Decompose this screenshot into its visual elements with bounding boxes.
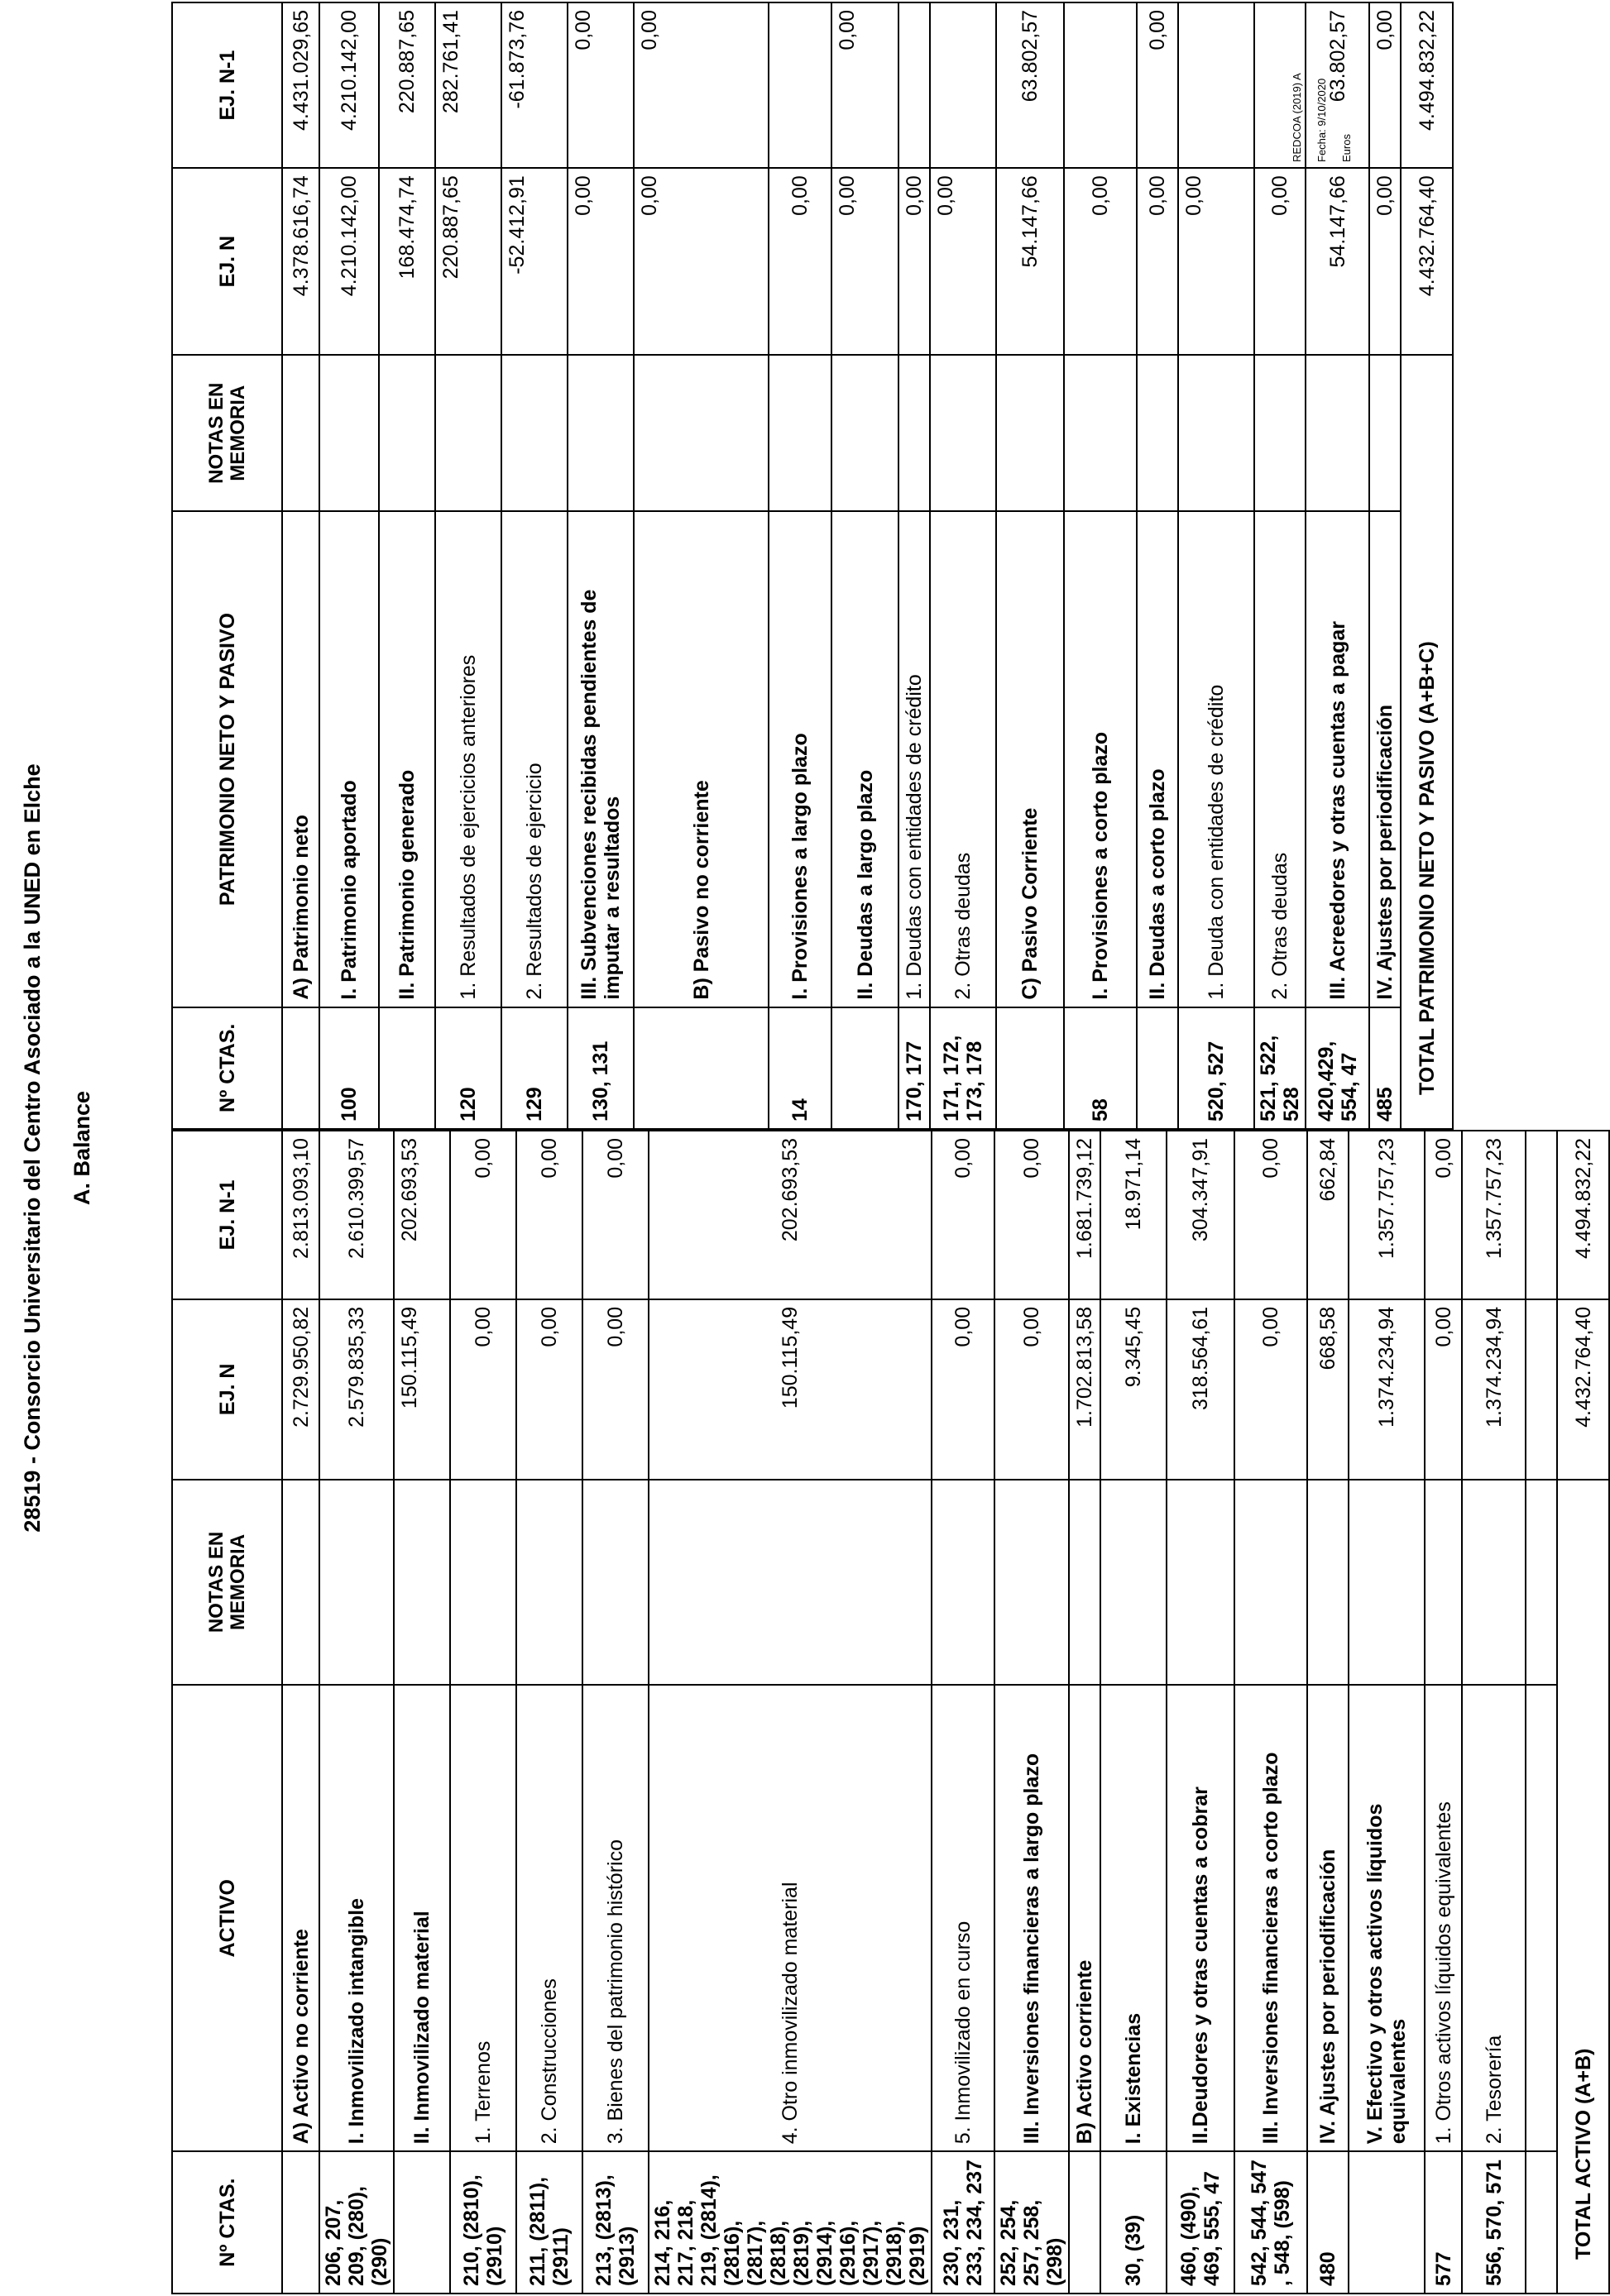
cta-cell bbox=[1349, 2151, 1425, 2294]
notes-cell bbox=[319, 355, 379, 511]
cta-cell bbox=[1137, 1007, 1178, 1129]
page-subtitle: A. Balance bbox=[69, 1090, 94, 1206]
value-n-cell: 0,00 bbox=[634, 168, 769, 355]
concept-cell: 2. Otras deudas bbox=[1254, 511, 1306, 1007]
cta-cell: 213, (2813), (2913) bbox=[582, 2151, 649, 2294]
notes-cell bbox=[1100, 1480, 1167, 1686]
cta-cell: 480 bbox=[1307, 2151, 1349, 2294]
table-row bbox=[1254, 2, 1306, 1129]
notes-cell bbox=[450, 1480, 516, 1686]
cta-cell: 520, 527 bbox=[1178, 1007, 1254, 1129]
concept-cell: II. Patrimonio generado bbox=[379, 511, 435, 1007]
report-units: Euros bbox=[1340, 134, 1353, 162]
page-title: 28519 - Consorcio Universitario del Centro Asociado a la UNED en Elche bbox=[20, 763, 45, 1533]
value-n-cell bbox=[1526, 1299, 1557, 1480]
pasivo-header-n1: EJ. N-1 bbox=[172, 2, 282, 168]
value-n-cell: 0,00 bbox=[450, 1299, 516, 1480]
concept-cell: III. Subvenciones recibidas pendientes de imputar a resultados bbox=[568, 511, 634, 1007]
concept-cell: 1. Deuda con entidades de crédito bbox=[1178, 511, 1254, 1007]
notes-cell bbox=[996, 355, 1064, 511]
concept-cell: IV. Ajustes por periodificación bbox=[1307, 1685, 1349, 2151]
table-row bbox=[1349, 1131, 1425, 2294]
concept-cell: I. Provisiones a largo plazo bbox=[769, 511, 831, 1007]
notes-cell bbox=[501, 355, 568, 511]
cta-cell: 521, 522, 528 bbox=[1254, 1007, 1306, 1129]
table-row bbox=[1369, 2, 1401, 1129]
cta-cell bbox=[996, 1007, 1064, 1129]
value-n-cell: 0,00 bbox=[568, 168, 634, 355]
notes-cell bbox=[994, 1480, 1069, 1686]
value-n-cell: 168.474,74 bbox=[379, 168, 435, 355]
pasivo-header-ctas: Nº CTAS. bbox=[172, 1007, 282, 1129]
cta-cell: 460, (490), 469, 555, 47 bbox=[1167, 2151, 1234, 2294]
table-row bbox=[379, 2, 435, 1129]
value-n1-cell: 0,00 bbox=[634, 2, 769, 168]
notes-cell bbox=[582, 1480, 649, 1686]
value-n-cell: 0,00 bbox=[930, 168, 996, 355]
pasivo-header-notes: NOTAS EN MEMORIA bbox=[172, 355, 282, 511]
value-n1-cell: 1.681.739,12 bbox=[1069, 1131, 1100, 1299]
value-n1-cell bbox=[1526, 1131, 1557, 1299]
table-row bbox=[1137, 2, 1178, 1129]
value-n1-cell: 202.693,53 bbox=[649, 1131, 932, 1299]
value-n1-cell bbox=[898, 2, 930, 168]
cta-cell: 120 bbox=[435, 1007, 501, 1129]
cta-cell bbox=[831, 1007, 898, 1129]
table-row bbox=[516, 1131, 582, 2294]
concept-cell: 2. Otras deudas bbox=[930, 511, 996, 1007]
value-n1-cell: 63.802,57 bbox=[996, 2, 1064, 168]
pasivo-header-concept: PATRIMONIO NETO Y PASIVO bbox=[172, 511, 282, 1007]
activo-header-n1: EJ. N-1 bbox=[172, 1131, 282, 1299]
table-row bbox=[1069, 1131, 1100, 2294]
value-n-cell: 4.378.616,74 bbox=[282, 168, 319, 355]
value-n1-cell: 0,00 bbox=[831, 2, 898, 168]
value-n1-cell: 0,00 bbox=[994, 1131, 1069, 1299]
concept-cell: 1. Otros activos líquidos equivalentes bbox=[1425, 1685, 1462, 2151]
table-row bbox=[319, 1131, 394, 2294]
concept-cell: II. Inmovilizado material bbox=[394, 1685, 450, 2151]
notes-cell bbox=[1167, 1480, 1234, 1686]
table-row bbox=[634, 2, 769, 1129]
value-n1-cell: 304.347,91 bbox=[1167, 1131, 1234, 1299]
cta-cell: 58 bbox=[1064, 1007, 1137, 1129]
value-n1-cell: 2.610.399,57 bbox=[319, 1131, 394, 1299]
value-n1-cell bbox=[1064, 2, 1137, 168]
notes-cell bbox=[831, 355, 898, 511]
cta-cell: 252, 254, 257, 258, (298) bbox=[994, 2151, 1069, 2294]
table-row bbox=[994, 1131, 1069, 2294]
table-row bbox=[898, 2, 930, 1129]
value-n-cell: 0,00 bbox=[1178, 168, 1254, 355]
value-n1-cell bbox=[769, 2, 831, 168]
activo-total-n: 4.432.764,40 bbox=[1557, 1299, 1609, 1480]
cta-cell: 30, (39) bbox=[1100, 2151, 1167, 2294]
notes-cell bbox=[516, 1480, 582, 1686]
cta-cell: 129 bbox=[501, 1007, 568, 1129]
concept-cell: A) Patrimonio neto bbox=[282, 511, 319, 1007]
table-row bbox=[450, 1131, 516, 2294]
pasivo-total-n: 4.432.764,40 bbox=[1401, 168, 1453, 355]
table-row bbox=[831, 2, 898, 1129]
report-code: REDCOA (2019) A bbox=[1291, 73, 1303, 162]
value-n-cell: 4.210.142,00 bbox=[319, 168, 379, 355]
cta-cell: 130, 131 bbox=[568, 1007, 634, 1129]
value-n-cell: 0,00 bbox=[582, 1299, 649, 1480]
concept-cell: B) Pasivo no corriente bbox=[634, 511, 769, 1007]
value-n1-cell: 202.693,53 bbox=[394, 1131, 450, 1299]
concept-cell: III. Inversiones financieras a corto plazo bbox=[1234, 1685, 1307, 2151]
cta-cell bbox=[634, 1007, 769, 1129]
table-row bbox=[1167, 1131, 1234, 2294]
value-n-cell: 54.147,66 bbox=[996, 168, 1064, 355]
cta-cell: 542, 544, 547 , 548, (598) bbox=[1234, 2151, 1307, 2294]
concept-cell: III. Inversiones financieras a largo plazo bbox=[994, 1685, 1069, 2151]
notes-cell bbox=[1254, 355, 1306, 511]
table-row bbox=[1100, 1131, 1167, 2294]
concept-cell: 3. Bienes del patrimonio histórico bbox=[582, 1685, 649, 2151]
concept-cell: II.Deudores y otras cuentas a cobrar bbox=[1167, 1685, 1234, 2151]
notes-cell bbox=[1306, 355, 1369, 511]
table-row bbox=[1425, 1131, 1462, 2294]
notes-cell bbox=[379, 355, 435, 511]
value-n1-cell: 282.761,41 bbox=[435, 2, 501, 168]
notes-cell bbox=[435, 355, 501, 511]
value-n-cell: 2.579.835,33 bbox=[319, 1299, 394, 1480]
value-n1-cell: 1.357.757,23 bbox=[1462, 1131, 1526, 1299]
activo-header-row bbox=[172, 1131, 282, 2294]
value-n-cell: 0,00 bbox=[1425, 1299, 1462, 1480]
concept-cell: 1. Resultados de ejercicios anteriores bbox=[435, 511, 501, 1007]
pasivo-table bbox=[171, 2, 1454, 1130]
concept-cell: III. Acreedores y otras cuentas a pagar bbox=[1306, 511, 1369, 1007]
notes-cell bbox=[649, 1480, 932, 1686]
notes-cell bbox=[1137, 355, 1178, 511]
table-row bbox=[1234, 1131, 1307, 2294]
notes-cell bbox=[568, 355, 634, 511]
cta-cell: 577 bbox=[1425, 2151, 1462, 2294]
cta-cell: 100 bbox=[319, 1007, 379, 1129]
notes-cell bbox=[1064, 355, 1137, 511]
activo-total-label: TOTAL ACTIVO (A+B) bbox=[1557, 1480, 1609, 2294]
table-row bbox=[649, 1131, 932, 2294]
activo-header-ctas: Nº CTAS. bbox=[172, 2151, 282, 2294]
activo-header-notes: NOTAS EN MEMORIA bbox=[172, 1480, 282, 1686]
value-n1-cell: 662,84 bbox=[1307, 1131, 1349, 1299]
value-n-cell: 0,00 bbox=[1254, 168, 1306, 355]
concept-cell: 5. Inmovilizado en curso bbox=[932, 1685, 994, 2151]
value-n-cell: 150.115,49 bbox=[649, 1299, 932, 1480]
table-row bbox=[1064, 2, 1137, 1129]
value-n1-cell: 0,00 bbox=[932, 1131, 994, 1299]
table-row bbox=[1306, 2, 1369, 1129]
cta-cell bbox=[394, 2151, 450, 2294]
cta-cell: 170, 177 bbox=[898, 1007, 930, 1129]
value-n-cell: 54.147,66 bbox=[1306, 168, 1369, 355]
value-n1-cell: 4.210.142,00 bbox=[319, 2, 379, 168]
cta-cell bbox=[282, 1007, 319, 1129]
pasivo-total-row bbox=[1401, 2, 1453, 1129]
value-n-cell: 0,00 bbox=[1369, 168, 1401, 355]
value-n-cell: 0,00 bbox=[769, 168, 831, 355]
cta-cell: 171, 172, 173, 178 bbox=[930, 1007, 996, 1129]
value-n1-cell bbox=[1254, 2, 1306, 168]
table-row bbox=[582, 1131, 649, 2294]
concept-cell: I. Patrimonio aportado bbox=[319, 511, 379, 1007]
cta-cell: 420,429, 554, 47 bbox=[1306, 1007, 1369, 1129]
value-n1-cell: 0,00 bbox=[1369, 2, 1401, 168]
value-n1-cell: 1.357.757,23 bbox=[1349, 1131, 1425, 1299]
value-n-cell: 1.374.234,94 bbox=[1349, 1299, 1425, 1480]
concept-cell: 2. Construcciones bbox=[516, 1685, 582, 2151]
value-n-cell: 0,00 bbox=[932, 1299, 994, 1480]
value-n-cell: 0,00 bbox=[516, 1299, 582, 1480]
notes-cell bbox=[1349, 1480, 1425, 1686]
notes-cell bbox=[282, 1480, 319, 1686]
notes-cell bbox=[1425, 1480, 1462, 1686]
value-n1-cell: 63.802,57 bbox=[1306, 2, 1369, 168]
notes-cell bbox=[1369, 355, 1401, 511]
cta-cell: 556, 570, 571 bbox=[1462, 2151, 1526, 2294]
notes-cell bbox=[1462, 1480, 1526, 1686]
value-n1-cell: 220.887,65 bbox=[379, 2, 435, 168]
activo-total-n1: 4.494.832,22 bbox=[1557, 1131, 1609, 1299]
value-n1-cell: -61.873,76 bbox=[501, 2, 568, 168]
table-row bbox=[769, 2, 831, 1129]
pasivo-header-n: EJ. N bbox=[172, 168, 282, 355]
value-n1-cell: 0,00 bbox=[568, 2, 634, 168]
cta-cell: 214, 216, 217, 218, 219, (2814), (2816), (2817), (2818), (2819), (2914), (2916), (2917), (2918), (2919) bbox=[649, 2151, 932, 2294]
value-n-cell: 220.887,65 bbox=[435, 168, 501, 355]
table-row bbox=[319, 2, 379, 1129]
table-row bbox=[282, 1131, 319, 2294]
notes-cell bbox=[1178, 355, 1254, 511]
concept-cell: I. Existencias bbox=[1100, 1685, 1167, 2151]
concept-cell: 1. Terrenos bbox=[450, 1685, 516, 2151]
notes-cell bbox=[898, 355, 930, 511]
cta-cell bbox=[1526, 2151, 1557, 2294]
concept-cell: II. Deudas a corto plazo bbox=[1137, 511, 1178, 1007]
notes-cell bbox=[282, 355, 319, 511]
cta-cell bbox=[379, 1007, 435, 1129]
table-row bbox=[932, 1131, 994, 2294]
table-row bbox=[501, 2, 568, 1129]
report-date: Fecha: 9/10/2020 bbox=[1315, 78, 1328, 162]
value-n1-cell bbox=[930, 2, 996, 168]
notes-cell bbox=[930, 355, 996, 511]
activo-total-row bbox=[1557, 1131, 1609, 2294]
activo-table bbox=[171, 1130, 1610, 2294]
value-n-cell: 0,00 bbox=[1064, 168, 1137, 355]
cta-cell: 206, 207, 209, (280), (290) bbox=[319, 2151, 394, 2294]
concept-cell: I. Inmovilizado intangible bbox=[319, 1685, 394, 2151]
table-row bbox=[1307, 1131, 1349, 2294]
value-n1-cell: 0,00 bbox=[1425, 1131, 1462, 1299]
table-row bbox=[996, 2, 1064, 1129]
table-row bbox=[435, 2, 501, 1129]
cta-cell: 485 bbox=[1369, 1007, 1401, 1129]
notes-cell bbox=[394, 1480, 450, 1686]
cta-cell bbox=[1069, 2151, 1100, 2294]
value-n1-cell: 0,00 bbox=[582, 1131, 649, 1299]
notes-cell bbox=[1069, 1480, 1100, 1686]
notes-cell bbox=[932, 1480, 994, 1686]
notes-cell bbox=[769, 355, 831, 511]
value-n-cell: 0,00 bbox=[994, 1299, 1069, 1480]
table-row bbox=[282, 2, 319, 1129]
notes-cell bbox=[1234, 1480, 1307, 1686]
concept-cell: 4. Otro inmovilizado material bbox=[649, 1685, 932, 2151]
notes-cell bbox=[1307, 1480, 1349, 1686]
cta-cell: 14 bbox=[769, 1007, 831, 1129]
notes-cell bbox=[634, 355, 769, 511]
value-n1-cell: 4.431.029,65 bbox=[282, 2, 319, 168]
table-row-spacer bbox=[1526, 1131, 1557, 2294]
value-n-cell: 9.345,45 bbox=[1100, 1299, 1167, 1480]
pasivo-total-label: TOTAL PATRIMONIO NETO Y PASIVO (A+B+C) bbox=[1401, 355, 1453, 1129]
table-row bbox=[1462, 1131, 1526, 2294]
value-n1-cell: 0,00 bbox=[1234, 1131, 1307, 1299]
value-n1-cell: 0,00 bbox=[450, 1131, 516, 1299]
value-n-cell: 0,00 bbox=[898, 168, 930, 355]
value-n1-cell: 18.971,14 bbox=[1100, 1131, 1167, 1299]
concept-cell: IV. Ajustes por periodificación bbox=[1369, 511, 1401, 1007]
value-n-cell: -52.412,91 bbox=[501, 168, 568, 355]
cta-cell: 210, (2810), (2910) bbox=[450, 2151, 516, 2294]
concept-cell: 2. Resultados de ejercicio bbox=[501, 511, 568, 1007]
concept-cell: V. Efectivo y otros activos líquidos equivalentes bbox=[1349, 1685, 1425, 2151]
value-n1-cell: 0,00 bbox=[1137, 2, 1178, 168]
value-n-cell: 318.564,61 bbox=[1167, 1299, 1234, 1480]
cta-cell bbox=[282, 2151, 319, 2294]
activo-header-n: EJ. N bbox=[172, 1299, 282, 1480]
value-n1-cell: 2.813.093,10 bbox=[282, 1131, 319, 1299]
value-n-cell: 0,00 bbox=[1234, 1299, 1307, 1480]
cta-cell: 211, (2811), (2911) bbox=[516, 2151, 582, 2294]
value-n-cell: 1.702.813,58 bbox=[1069, 1299, 1100, 1480]
value-n-cell: 150.115,49 bbox=[394, 1299, 450, 1480]
concept-cell: C) Pasivo Corriente bbox=[996, 511, 1064, 1007]
table-row bbox=[394, 1131, 450, 2294]
notes-cell bbox=[319, 1480, 394, 1686]
value-n-cell: 668,58 bbox=[1307, 1299, 1349, 1480]
table-row bbox=[1178, 2, 1254, 1129]
value-n-cell: 2.729.950,82 bbox=[282, 1299, 319, 1480]
concept-cell: 2. Tesorería bbox=[1462, 1685, 1526, 2151]
concept-cell: I. Provisiones a corto plazo bbox=[1064, 511, 1137, 1007]
pasivo-total-n1: 4.494.832,22 bbox=[1401, 2, 1453, 168]
cta-cell: 230, 231, 233, 234, 237 bbox=[932, 2151, 994, 2294]
notes-cell bbox=[1526, 1480, 1557, 1686]
value-n-cell: 1.374.234,94 bbox=[1462, 1299, 1526, 1480]
concept-cell: A) Activo no corriente bbox=[282, 1685, 319, 2151]
concept-cell: II. Deudas a largo plazo bbox=[831, 511, 898, 1007]
value-n1-cell: 0,00 bbox=[516, 1131, 582, 1299]
value-n-cell: 0,00 bbox=[1137, 168, 1178, 355]
table-row bbox=[568, 2, 634, 1129]
pasivo-header-row bbox=[172, 2, 282, 1129]
concept-cell: B) Activo corriente bbox=[1069, 1685, 1100, 2151]
concept-cell: 1. Deudas con entidades de crédito bbox=[898, 511, 930, 1007]
concept-cell bbox=[1526, 1685, 1557, 2151]
activo-header-concept: ACTIVO bbox=[172, 1685, 282, 2151]
value-n-cell: 0,00 bbox=[831, 168, 898, 355]
value-n1-cell bbox=[1178, 2, 1254, 168]
table-row bbox=[930, 2, 996, 1129]
